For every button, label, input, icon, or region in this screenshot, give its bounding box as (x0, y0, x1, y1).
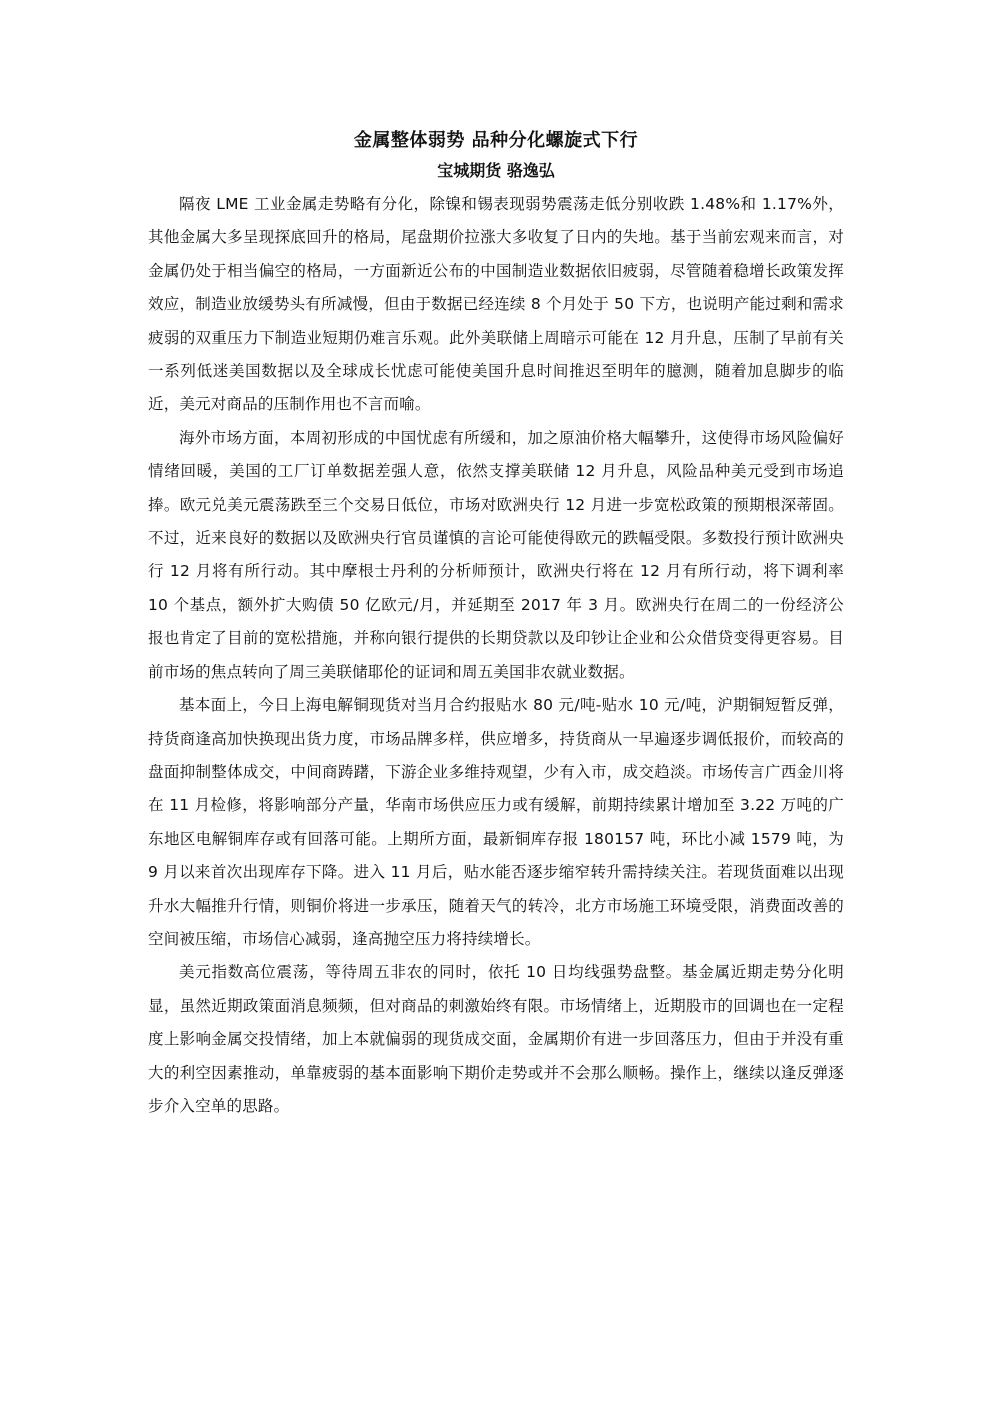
paragraph-3: 基本面上，今日上海电解铜现货对当月合约报贴水 80 元/吨-贴水 10 元/吨，沪期铜短暂反弹，持货商逢高加快换现出货力度，市场品牌多样，供应增多，持货商从一早遍逐步调低报价，而较高的盘面抑制整体成交，中间商踌躇，下游企业多维持观望，少有入市，成交趋淡。市场传言广西金川将在 11 月检修，将影响部分产量，华南市场供应压力或有缓解，前期持续累计增加至 3.22 万吨的广东地区电解铜库存或有回落可能。上期所方面，最新铜库存报 180157 吨，环比小减 1579 吨，为 9 月以来首次出现库存下降。进入 11 月后，贴水能否逐步缩窄转升需持续关注。若现货面难以出现升水大幅推升行情，则铜价将进一步承压，随着天气的转冷，北方市场施工环境受限，消费面改善的空间被压缩，市场信心减弱，逢高抛空压力将持续增长。 (148, 696, 844, 948)
paragraph-4: 美元指数高位震荡，等待周五非农的同时，依托 10 日均线强势盘整。基金属近期走势分化明显，虽然近期政策面消息频频，但对商品的刺激始终有限。市场情绪上，近期股市的回调也在一定程度上影响金属交投情绪，加上本就偏弱的现货成交面，金属期价有进一步回落压力，但由于并没有重大的利空因素推动，单靠疲弱的基本面影响下期价走势或并不会那么顺畅。操作上，继续以逢反弹逐步介入空单的思路。 (148, 963, 844, 1115)
document-page (148, 126, 844, 1123)
paragraph-2: 海外市场方面，本周初形成的中国忧虑有所缓和，加之原油价格大幅攀升，这使得市场风险偏好情绪回暖，美国的工厂订单数据差强人意，依然支撑美联储 12 月升息，风险品种美元受到市场追捧。欧元兑美元震荡跌至三个交易日低位，市场对欧洲央行 12 月进一步宽松政策的预期根深蒂固。不过，近来良好的数据以及欧洲央行官员谨慎的言论可能使得欧元的跌幅受限。多数投行预计欧洲央行 12 月将有所行动。其中摩根士丹利的分析师预计，欧洲央行将在 12 月有所行动，将下调利率 10 个基点，额外扩大购债 50 亿欧元/月，并延期至 2017 年 3 月。欧洲央行在周二的一份经济公报也肯定了目前的宽松措施，并称向银行提供的长期贷款以及印钞让企业和公众借贷变得更容易。目前市场的焦点转向了周三美联储耶伦的证词和周五美国非农就业数据。 (148, 428, 844, 681)
document-title: 金属整体弱势 品种分化螺旋式下行 (353, 130, 639, 151)
paragraph-1: 隔夜 LME 工业金属走势略有分化，除镍和锡表现弱势震荡走低分别收跌 1.48%和 1.17%外，其他金属大多呈现探底回升的格局，尾盘期价拉涨大多收复了日内的失地。基于当前宏观来而言，对金属仍处于相当偏空的格局，一方面新近公布的中国制造业数据依旧疲弱，尽管随着稳增长政策发挥效应，制造业放缓势头有所减慢，但由于数据已经连续 8 个月处于 50 下方，也说明产能过剩和需求疲弱的双重压力下制造业短期仍难言乐观。此外美联储上周暗示可能在 12 月升息，压制了早前有关一系列低迷美国数据以及全球成长忧虑可能使美国升息时间推迟至明年的臆测，随着加息脚步的临近，美元对商品的压制作用也不言而喻。 (148, 195, 844, 414)
document-byline: 宝城期货 骆逸弘 (437, 161, 555, 180)
